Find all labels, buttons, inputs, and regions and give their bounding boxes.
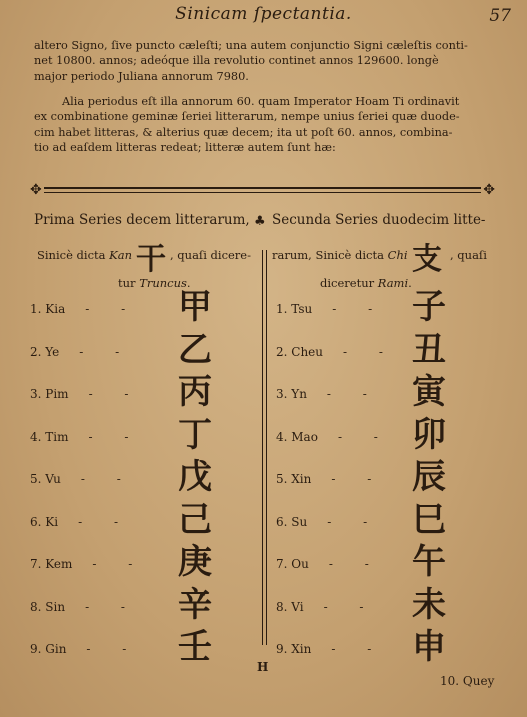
item-name: Tim xyxy=(45,429,69,444)
list-item xyxy=(276,387,381,401)
right-caption-line-2: diceretur Rami. xyxy=(320,276,412,290)
item-number: 4. xyxy=(30,429,46,444)
chinese-character: 申 xyxy=(412,627,446,667)
intro-paragraph-1 xyxy=(34,38,504,84)
list-item xyxy=(30,345,133,359)
item-name: Gin xyxy=(45,642,67,656)
caption-term: Rami xyxy=(377,276,409,290)
signature-mark: H xyxy=(257,660,269,674)
item-number: 5. xyxy=(30,472,46,486)
leader-dots: - - xyxy=(331,472,386,486)
list-item xyxy=(30,557,146,571)
item-number: 3. xyxy=(276,387,292,401)
leader-dots: - - xyxy=(343,344,397,359)
chinese-character: 壬 xyxy=(178,627,212,667)
chinese-character: 甲 xyxy=(178,287,212,327)
last-entry: 10. Quey xyxy=(440,674,495,688)
item-number: 7. xyxy=(276,557,292,571)
list-item xyxy=(30,642,140,656)
text-line: Alia periodus eſt illa annorum 60. quam Imperator Hoam Ti ordinavit xyxy=(62,95,460,108)
item-number: 6. xyxy=(276,514,292,529)
item-number: 2. xyxy=(276,344,292,359)
item-name: Sin xyxy=(45,599,66,614)
list-item xyxy=(276,600,378,614)
list-item xyxy=(30,600,139,614)
item-name: Pim xyxy=(45,387,69,401)
leader-dots: - - xyxy=(332,302,387,316)
left-caption-tail: , quaſi dicere- xyxy=(170,248,251,262)
chinese-character: 庚 xyxy=(178,542,212,582)
chinese-character: 丙 xyxy=(178,372,212,412)
chi-glyph: 支 xyxy=(412,242,442,277)
fleuron-ornament: ♣ xyxy=(254,214,266,229)
left-caption-line xyxy=(37,248,132,262)
chinese-character: 乙 xyxy=(178,329,212,370)
chinese-character: 丑 xyxy=(412,329,446,370)
ornament-right: ✥ xyxy=(483,182,495,198)
leader-dots: - - xyxy=(88,387,143,401)
chinese-character: 卯 xyxy=(412,414,446,455)
item-number: 5. xyxy=(276,472,292,486)
list-item xyxy=(30,515,132,529)
caption-text: diceretur xyxy=(320,276,375,290)
list-item xyxy=(30,302,139,316)
kan-glyph: 干 xyxy=(136,242,166,277)
leader-dots: - - xyxy=(323,599,378,614)
list-item xyxy=(30,472,135,486)
list-item xyxy=(30,430,142,444)
left-column-heading: Prima Series decem litterarum, xyxy=(34,212,250,228)
item-name: Ye xyxy=(45,344,60,359)
text-line: net 10800. annos; adeóque illa revolutio continet annos 129600. longè xyxy=(34,54,439,68)
item-number: 1. xyxy=(276,302,292,316)
leader-dots: - - xyxy=(337,429,392,444)
text-line: ex combinatione geminæ ſeriei litterarum, nempe unius ſeriei quæ duode- xyxy=(34,110,460,124)
page-number: 57 xyxy=(489,6,511,26)
ornament-left: ✥ xyxy=(30,182,42,198)
chinese-character: 寅 xyxy=(412,372,446,412)
item-number: 6. xyxy=(30,514,46,529)
left-caption-line-2: tur Truncus. xyxy=(118,276,191,290)
leader-dots: - - xyxy=(331,642,386,656)
leader-dots: - - xyxy=(327,514,382,529)
item-number: 7. xyxy=(30,557,46,571)
list-item xyxy=(30,387,143,401)
item-name: Vi xyxy=(291,599,304,614)
item-name: Xin xyxy=(291,472,312,486)
text-line: tio ad eaſdem litteras redeat; litteræ autem ſunt hæ: xyxy=(34,140,336,154)
chinese-character: 未 xyxy=(412,584,446,625)
item-name: Cheu xyxy=(291,344,324,359)
item-number: 4. xyxy=(276,429,292,444)
leader-dots: - - xyxy=(78,514,133,529)
running-head: Sinicam ſpectantia. xyxy=(175,4,352,24)
leader-dots: - - xyxy=(88,429,143,444)
text-line: major periodo Juliana annorum 7980. xyxy=(34,69,249,83)
item-number: 8. xyxy=(276,599,292,614)
list-item xyxy=(276,302,386,316)
item-name: Yn xyxy=(291,387,307,401)
rule-line xyxy=(44,192,481,193)
list-item xyxy=(276,430,392,444)
leader-dots: - - xyxy=(79,344,134,359)
rule-line xyxy=(44,187,481,189)
caption-text: tur xyxy=(118,276,136,290)
caption-term: Truncus xyxy=(139,276,187,290)
item-name: Su xyxy=(291,514,308,529)
chinese-character: 戊 xyxy=(178,457,212,497)
leader-dots: - - xyxy=(92,557,147,571)
item-number: 9. xyxy=(276,642,292,656)
leader-dots: - - xyxy=(85,599,139,614)
leader-dots: - - xyxy=(328,557,383,571)
item-name: Mao xyxy=(291,429,318,444)
item-number: 2. xyxy=(30,344,46,359)
leader-dots: - - xyxy=(86,642,141,656)
list-item xyxy=(276,642,385,656)
right-caption-line xyxy=(272,248,408,262)
item-number: 3. xyxy=(30,387,46,401)
text-line: cim habet litteras, & alterius quæ decem; ita ut poſt 60. annos, combina- xyxy=(34,125,453,139)
list-item xyxy=(276,557,383,571)
caption-term: Kan xyxy=(109,248,133,262)
list-item xyxy=(276,472,385,486)
item-number: 1. xyxy=(30,302,46,316)
chinese-character: 辛 xyxy=(178,584,212,625)
list-item xyxy=(276,345,397,359)
intro-paragraph-2 xyxy=(34,94,504,155)
item-number: 9. xyxy=(30,642,46,656)
leader-dots: - - xyxy=(326,387,381,401)
chinese-character: 午 xyxy=(412,542,446,582)
item-number: 8. xyxy=(30,599,46,614)
item-name: Kem xyxy=(45,557,73,571)
ornamental-rule xyxy=(30,183,495,199)
chinese-character: 辰 xyxy=(412,457,446,497)
right-column-heading: Secunda Series duodecim litte- xyxy=(272,212,486,228)
caption-text: Sinicè dicta xyxy=(37,248,106,262)
right-caption-tail: , quaſi xyxy=(450,248,487,262)
caption-term: Chi xyxy=(387,248,408,262)
item-name: Xin xyxy=(291,642,312,656)
chinese-character: 巳 xyxy=(412,499,446,540)
item-name: Vu xyxy=(45,472,61,486)
list-item xyxy=(276,515,381,529)
text-line: altero Signo, ſive puncto cæleſti; una autem conjunctio Signi cæleſtis conti- xyxy=(34,39,468,52)
caption-text: rarum, Sinicè dicta xyxy=(272,248,384,262)
item-name: Kia xyxy=(45,302,66,316)
chinese-character: 己 xyxy=(178,499,212,540)
chinese-character: 丁 xyxy=(178,414,212,455)
chinese-character: 子 xyxy=(412,287,446,327)
item-name: Ki xyxy=(45,514,59,529)
column-divider xyxy=(262,250,263,645)
leader-dots: - - xyxy=(80,472,135,486)
column-divider xyxy=(266,250,267,645)
item-name: Ou xyxy=(291,557,309,571)
item-name: Tsu xyxy=(291,302,313,316)
leader-dots: - - xyxy=(85,302,140,316)
